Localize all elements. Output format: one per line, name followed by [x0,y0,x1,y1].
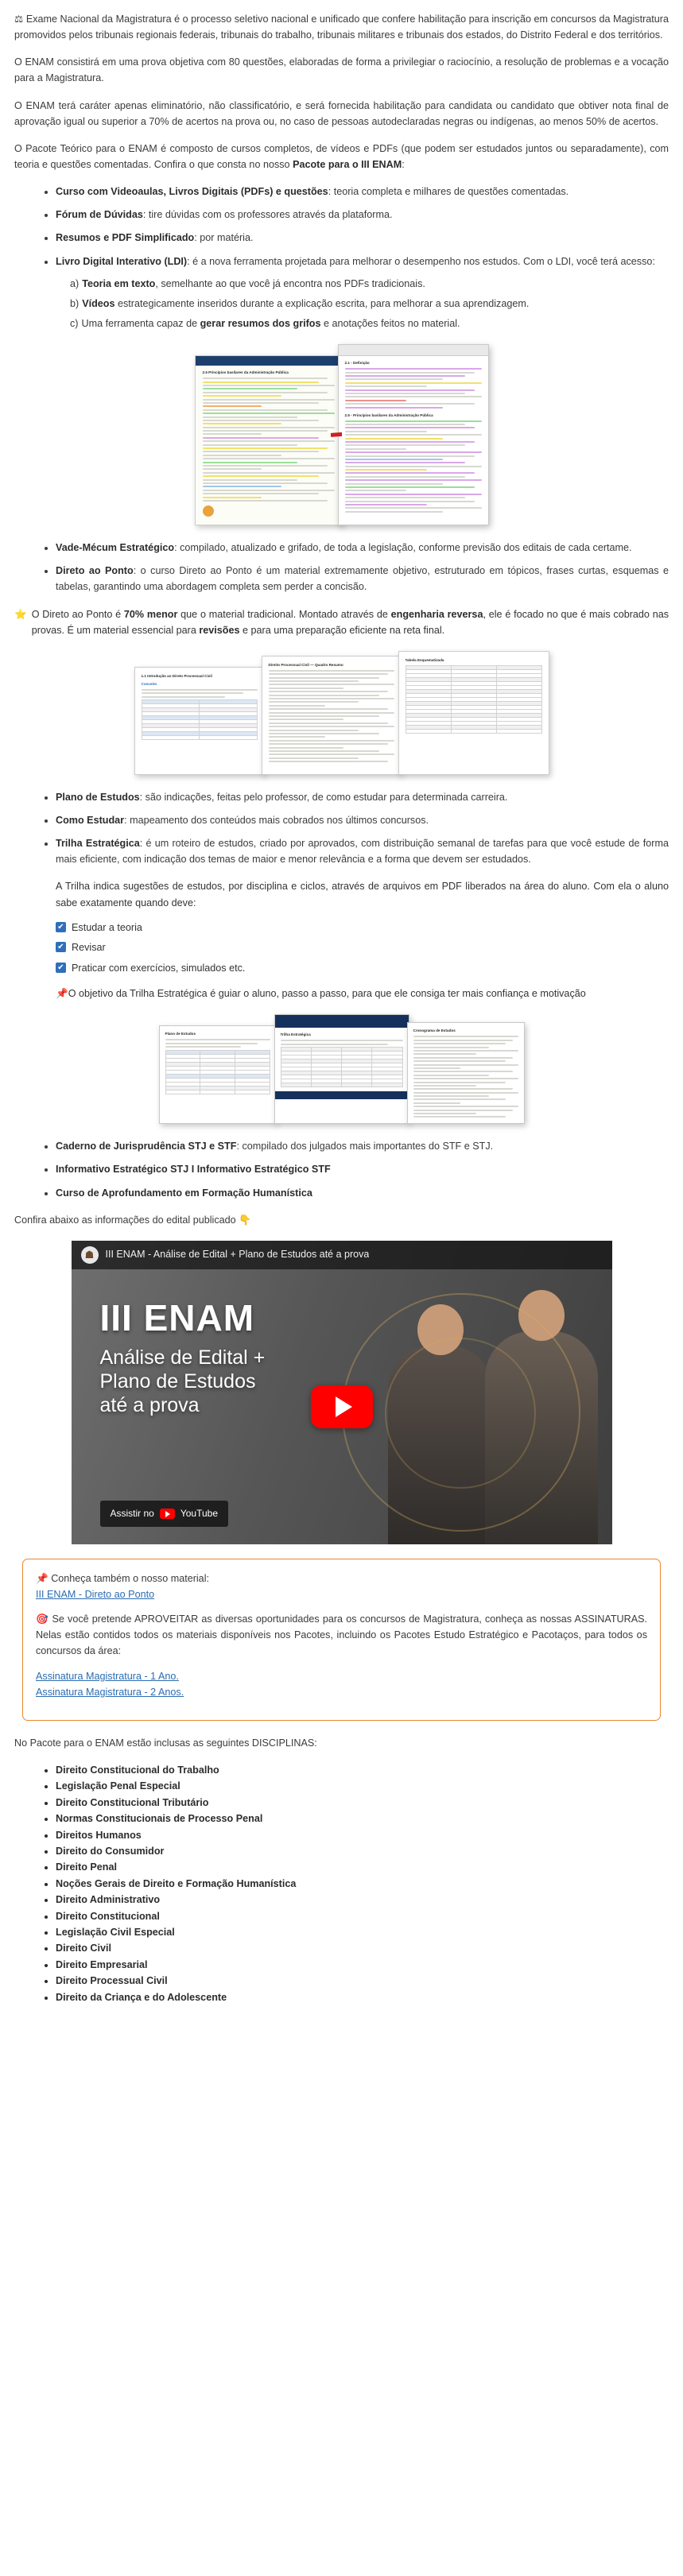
youtube-label: YouTube [180,1508,219,1520]
list-item [56,184,669,199]
direto-ao-ponto-screenshot-group [14,651,669,775]
list-item: • Direito do Consumidor [56,1843,669,1859]
sub-item-marker: b) [70,297,80,309]
video-subline-2: Plano de Estudos [99,1369,256,1393]
list-item: • Normas Constitucionais de Processo Penal [56,1811,669,1826]
list-item: • Direito Constitucional Tributário [56,1795,669,1811]
document-subtitle: Conceito [141,681,157,686]
feature-label: Caderno de Jurisprudência STJ e STF [56,1141,237,1152]
watch-on-youtube-button[interactable] [100,1501,229,1527]
video-subline-3: até a prova [99,1393,200,1416]
intro-paragraph-1: ⚖ Exame Nacional da Magistratura é o processo seletivo nacional e unificado que confere habilitação para inscrição em concursos da Magistratura promovidos pelos tribunais regionais federais, tribunais do trabalho, tribunais militares e tribunais dos estados, do Distrito Federal e dos territórios. [14,14,669,41]
list-item: • Direito Administrativo [56,1892,669,1908]
list-item [56,563,669,595]
direto-ao-ponto-note [14,606,669,638]
channel-avatar-icon: ☗ [81,1246,99,1264]
document-footer-bar [275,1091,409,1099]
disciplines-intro: No Pacote para o ENAM estão inclusas as seguintes DISCIPLINAS: [14,1737,317,1749]
list-item: • Direito Constitucional [56,1908,669,1924]
feature-label: Vade-Mécum Estratégico [56,542,175,554]
document-logo-mark [203,506,214,517]
feature-text: : é um roteiro de estudos, criado por aprovados, com distribuição semanal de tarefas para que você estude de forma mais eficiente, com indicação dos temas de maior e menor relevância e a forma que devem ser estudados. [56,838,669,866]
star-icon: ⭐ [14,608,27,620]
list-item: c) Uma ferramenta capaz de gerar resumos dos grifos e anotações feitos no material. [70,317,460,329]
document-title: 2.5 - Princípios basilares da Administração Pública [344,413,433,417]
target-icon: 🎯 [36,1613,49,1625]
feature-text: : compilado, atualizado e grifado, de toda a legislação, conforme previsão dos editais de cada certame. [174,542,632,554]
note-text: O Direto ao Ponto é 70% menor que o material tradicional. Montado através de engenharia reversa, ele é focado no que é mais cobrado nas provas. É um material essencial para revisões e para uma preparação eficiente na reta final. [31,608,669,636]
checklist-label: Praticar com exercícios, simulados etc. [72,962,246,974]
feature-text: : mapeamento dos conteúdos mais cobrados nos últimos concursos. [124,814,429,826]
list-item: • Direito Civil [56,1940,669,1956]
checklist-label: Revisar [72,942,106,954]
feature-text: : por matéria. [194,232,254,244]
features-list-3 [14,789,669,868]
list-item: • Direito Empresarial [56,1957,669,1973]
feature-label: Informativo Estratégico STJ I Informativo Estratégico STF [56,1164,331,1176]
sub-item-bold: Vídeos [82,297,115,309]
document-title: Tabela Esquematizada [405,657,444,662]
edital-line [14,1212,669,1228]
document-table [165,1050,270,1094]
list-item [56,207,669,223]
edital-text: Confira abaixo as informações do edital publicado [14,1214,239,1226]
list-item: • Direito Processual Civil [56,1973,669,1989]
watch-label: Assistir no [110,1508,154,1520]
document-title: Plano de Estudos [165,1032,196,1036]
feature-label: Direto ao Ponto [56,565,134,577]
list-item [56,1138,669,1154]
related-material-callout [22,1559,661,1721]
list-item: • Noções Gerais de Direito e Formação Humanística [56,1876,669,1892]
check-icon: ✔ [56,963,66,973]
list-item [70,276,669,292]
video-top-bar [72,1241,612,1269]
callout-line-1 [36,1571,647,1602]
feature-label: Como Estudar [56,814,125,826]
red-pen-icon [330,432,342,437]
feature-text: : é a nova ferramenta projetada para melhorar o desempenho nos estudos. Com o LDI, você terá acesso: [187,255,655,267]
trilha-checklist [14,920,669,977]
document-table [406,665,542,734]
list-item [70,296,669,312]
list-item [56,230,669,246]
feature-label: Curso de Aprofundamento em Formação Humanística [56,1187,312,1199]
list-item [56,540,669,556]
trilha-doc-3 [407,1022,525,1124]
list-item [56,789,669,805]
trilha-screenshot-group [14,1014,669,1124]
intro-paragraph-3: O ENAM terá caráter apenas eliminatório, não classificatório, e será fornecida habilitação para candidata ou candidato que obtiver nota final de aprovação igual ou superior a 70% de acertos na prova ou, no caso de pessoas autodeclaradas negras ou indígenas, ao menos 50% de acertos. [14,99,669,127]
trilha-objective-text: O objetivo da Trilha Estratégica é guiar o aluno, passo a passo, para que ele consiga ter mais confiança e motivação [68,988,586,1000]
document-title: 1.1 Introdução ao Direto Processual Civil [141,673,212,678]
ldi-screenshot-group [14,344,669,525]
point-down-icon: 👇 [239,1214,251,1226]
video-overlay-text [99,1296,266,1417]
document-table [281,1047,403,1087]
link-assinatura-2-anos[interactable]: Assinatura Magistratura - 2 Anos. [36,1686,184,1698]
callout-text-1: Conheça também o nosso material: [51,1572,209,1584]
list-item [56,812,669,828]
list-item [56,1161,669,1177]
pin-icon: 📌 [56,988,68,1000]
feature-label: Plano de Estudos [56,791,140,803]
check-icon: ✔ [56,942,66,952]
callout-line-2 [36,1611,647,1659]
video-headline: III ENAM [99,1296,255,1338]
ldi-sub-list [56,276,669,331]
video-title: III ENAM - Análise de Edital + Plano de Estudos até a prova [105,1249,370,1261]
callout-links [36,1668,647,1700]
ldi-document-right [338,344,489,525]
feature-text: : compilado dos julgados mais importantes do STF e STJ. [236,1141,494,1152]
feature-label: Curso com Videoaulas, Livros Digitais (PDFs) e questões [56,186,328,198]
list-item [56,1185,669,1201]
document-title: Trilha Estratégica [280,1032,311,1037]
document-header-bar [275,1015,409,1028]
direto-doc-3 [398,651,549,775]
list-item [56,940,669,956]
list-item: • Legislação Civil Especial [56,1924,669,1940]
intro-paragraph-2: O ENAM consistirá em uma prova objetiva com 80 questões, elaboradas de forma a privilegiar o raciocínio, a resolução de problemas e a vocação para a Magistratura. [14,56,669,84]
direto-doc-2 [262,656,402,775]
sub-item-bold-inline: gerar resumos dos grifos [200,317,321,329]
list-item [56,254,669,332]
disciplines-list [14,1762,669,2005]
features-list-2 [14,540,669,595]
list-item [56,835,669,867]
sub-item-marker: c) [70,317,79,329]
decorative-ring [385,1338,536,1489]
document-table [142,699,258,740]
sub-item-text: , semelhante ao que você já encontra nos PDFs tradicionais. [155,277,425,289]
sub-item-bold: Teoria em texto [82,277,156,289]
list-item: • Direito Constitucional do Trabalho [56,1762,669,1778]
feature-text: : teoria completa e milhares de questões comentadas. [328,186,569,198]
feature-label: Resumos e PDF Simplificado [56,232,195,244]
intro-paragraph-4: O Pacote Teórico para o ENAM é composto de cursos completos, de vídeos e PDFs (que podem ser estudados juntos ou separadamente), com teoria e questões comentadas. Confira o que consta no nosso Pacote para o III ENAM: [14,142,669,170]
list-item: • Direito da Criança e do Adolescente [56,1989,669,2005]
document-section-title: 2.1 - Definição [344,361,370,366]
ldi-document-left [195,355,343,525]
check-icon: ✔ [56,922,66,932]
document-title: 2.5 Princípios basilares da Administração Pública [202,370,289,375]
feature-label: Trilha Estratégica [56,838,140,850]
direto-doc-1 [134,667,265,775]
document-title: Cronograma de Estudos [413,1028,456,1033]
trilha-paragraph: A Trilha indica sugestões de estudos, por disciplina e ciclos, através de arquivos em PDF liberados na área do aluno. Com ela o aluno sabe exatamente quando deve: [56,881,669,908]
trilha-doc-2 [274,1014,409,1124]
features-list-1 [14,184,669,331]
play-icon[interactable] [311,1385,373,1428]
video-subline-1: Análise de Edital + [99,1346,266,1369]
document-header-bar [196,356,342,366]
list-item [56,920,669,936]
callout-text-2: Se você pretende APROVEITAR as diversas oportunidades para os concursos de Magistratura, conheça as nossas ASSINATURAS. Nelas estão contidos todos os materiais disponíveis nos Pacotes, incluindo os Pacotes Estudo Estratégico e Pacotaços, para todos os concursos da área: [36,1613,647,1657]
video-thumbnail[interactable] [72,1269,612,1544]
features-list-4 [14,1138,669,1200]
list-item [56,961,669,977]
youtube-icon [160,1509,175,1519]
document-title: Direito Processual Civil — Quadro Resumo [268,662,343,667]
link-assinatura-1-ano[interactable]: Assinatura Magistratura - 1 Ano. [36,1670,179,1682]
feature-text: : tire dúvidas com os professores através da plataforma. [142,209,393,221]
feature-text: : são indicações, feitas pelo professor, de como estudar para determinada carreira. [139,791,508,803]
trilha-doc-1 [159,1025,277,1124]
link-direto-ao-ponto[interactable]: III ENAM - Direto ao Ponto [36,1589,155,1601]
feature-text: : o curso Direto ao Ponto é um material extremamente objetivo, estruturado em tópicos, frases curtas, esquemas e tabelas, garantindo uma abordagem completa sem perder a concisão. [56,565,669,593]
list-item: • Legislação Penal Especial [56,1778,669,1794]
sub-item-marker: a) [70,277,80,289]
sub-item-text: estrategicamente inseridos durante a explicação escrita, para melhorar a sua aprendizagem. [114,297,530,309]
list-item: • Direitos Humanos [56,1827,669,1843]
feature-label: Fórum de Dúvidas [56,209,143,221]
document-toolbar [339,345,488,356]
pin-icon: 📌 [36,1572,49,1584]
feature-label: Livro Digital Interativo (LDI) [56,255,188,267]
youtube-video-embed[interactable] [72,1241,612,1544]
checklist-label: Estudar a teoria [72,921,142,933]
list-item: • Direito Penal [56,1859,669,1875]
trilha-objective [14,986,669,1001]
